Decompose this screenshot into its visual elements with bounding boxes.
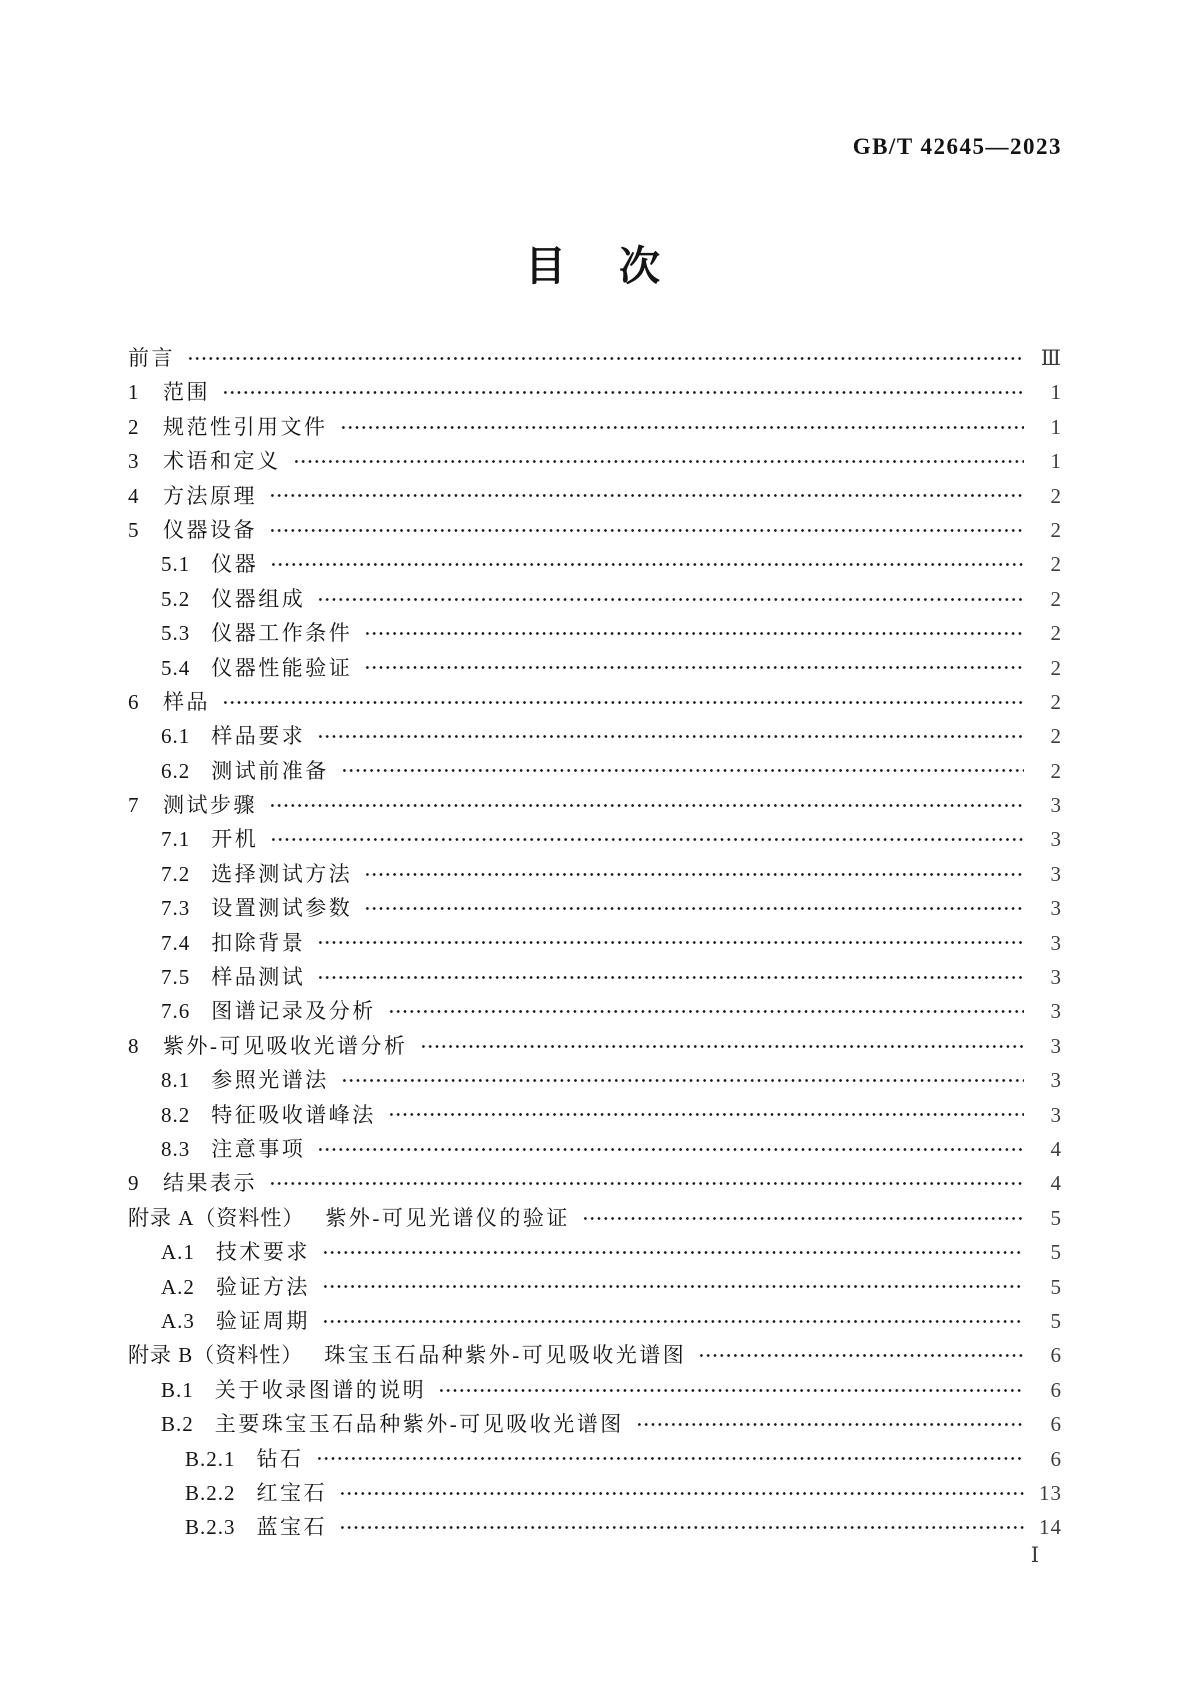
toc-leader-dots (322, 1235, 1024, 1269)
toc-entry-label: 红宝石 (256, 1480, 328, 1505)
toc-entry (128, 788, 1062, 822)
toc-entry-page-number: 1 (1050, 380, 1062, 405)
toc-entry-page-number: 3 (1050, 793, 1062, 818)
toc-entry (128, 857, 1062, 891)
toc-entry (128, 341, 1062, 375)
toc-entry-number: 8.1 (161, 1068, 191, 1093)
toc-entry-page-number: 4 (1050, 1171, 1062, 1196)
toc-entry-label: 样品要求 (211, 724, 306, 749)
toc-leader-dots (317, 719, 1024, 753)
toc-leader-dots (364, 651, 1024, 685)
toc-entry (128, 410, 1062, 444)
toc-leader-dots (364, 891, 1024, 925)
toc-entry-label: 验证周期 (215, 1308, 310, 1333)
toc-entry-page-number: 5 (1050, 1274, 1062, 1299)
toc-entry-page-number: 2 (1050, 517, 1062, 542)
toc-entry (128, 1235, 1062, 1269)
toc-entry-label: 仪器工作条件 (211, 621, 353, 646)
toc-entry (128, 1098, 1062, 1132)
toc-entry-number: 8.3 (161, 1136, 191, 1161)
toc-entry-label: 主要珠宝玉石品种紫外-可见吸收光谱图 (214, 1412, 624, 1437)
toc-entry-page-number: 2 (1050, 689, 1062, 714)
toc-entry-label: 仪器组成 (211, 586, 306, 611)
toc-leader-dots (420, 1029, 1025, 1063)
toc-entry-page-number: 3 (1050, 1033, 1062, 1058)
toc-leader-dots (341, 1063, 1024, 1097)
toc-entry-label: 样品 (163, 689, 210, 714)
toc-entry-number: 4 (128, 483, 140, 508)
page-title: 目 次 (525, 243, 666, 289)
toc-leader-dots (322, 1270, 1024, 1304)
toc-entry (128, 1510, 1062, 1544)
toc-entry (128, 1270, 1062, 1304)
toc-entry-label: 测试前准备 (211, 758, 329, 783)
toc-entry (128, 582, 1062, 616)
toc-entry-page-number: 2 (1050, 483, 1062, 508)
toc-entry-number: B.2.2 (185, 1480, 236, 1505)
toc-entry (128, 891, 1062, 925)
toc-leader-dots (317, 960, 1024, 994)
toc-leader-dots (364, 616, 1024, 650)
toc-entry (128, 685, 1062, 719)
toc-entry-label: 验证方法 (215, 1274, 310, 1299)
toc-entry-page-number: Ⅲ (1040, 346, 1062, 370)
toc-entry-number: B.2 (161, 1412, 194, 1437)
toc-entry-page-number: 2 (1050, 758, 1062, 783)
toc-entry-page-number: 3 (1050, 965, 1062, 990)
toc-entry-page-number: 3 (1050, 1068, 1062, 1093)
toc-entry-page-number: 13 (1039, 1480, 1062, 1505)
toc-entry-label: 紫外-可见吸收光谱分析 (163, 1033, 408, 1058)
toc-leader-dots (364, 857, 1024, 891)
toc-entry (128, 1442, 1062, 1476)
toc-entry (128, 822, 1062, 856)
toc-entry (128, 375, 1062, 409)
toc-leader-dots (187, 341, 1024, 375)
toc-entry-label: 技术要求 (215, 1240, 310, 1265)
toc-entry (128, 994, 1062, 1028)
toc-entry-label: 关于收录图谱的说明 (214, 1377, 427, 1402)
toc-entry (128, 926, 1062, 960)
toc-entry-page-number: 2 (1050, 724, 1062, 749)
toc-entry (128, 1338, 1062, 1372)
toc-entry (128, 1029, 1062, 1063)
page-footer-number: Ⅰ (1030, 1543, 1039, 1567)
toc-entry-page-number: 5 (1050, 1240, 1062, 1265)
toc-entry-number: 5.2 (161, 586, 191, 611)
toc-leader-dots (317, 1132, 1024, 1166)
toc-leader-dots (270, 547, 1024, 581)
toc-leader-dots (438, 1373, 1024, 1407)
toc-entry-number: 7.5 (161, 965, 191, 990)
toc-entry-label: 仪器设备 (163, 517, 257, 542)
toc-entry-number: A.1 (161, 1240, 195, 1265)
toc-entry (128, 616, 1062, 650)
toc-entry-number: 7.4 (161, 930, 191, 955)
toc-leader-dots (388, 994, 1024, 1028)
toc-leader-dots (317, 926, 1024, 960)
toc-entry-number: 附录 B（资料性） (128, 1343, 304, 1368)
toc-entry-number: 附录 A（资料性） (128, 1205, 305, 1230)
toc-entry-label: 方法原理 (163, 483, 257, 508)
toc-entry-label: 测试步骤 (163, 793, 257, 818)
toc-list (128, 341, 1062, 1545)
toc-entry-label: 规范性引用文件 (163, 414, 328, 439)
toc-entry-number: 7.2 (161, 861, 191, 886)
toc-entry-label: 注意事项 (211, 1136, 306, 1161)
toc-entry-number: 6.1 (161, 724, 191, 749)
toc-leader-dots (317, 582, 1024, 616)
toc-entry (128, 754, 1062, 788)
toc-entry-label: 设置测试参数 (211, 896, 353, 921)
toc-leader-dots (388, 1098, 1024, 1132)
toc-entry (128, 651, 1062, 685)
toc-entry-number: 7 (128, 793, 140, 818)
toc-entry-number: B.2.3 (185, 1515, 236, 1540)
toc-entry-page-number: 3 (1050, 1102, 1062, 1127)
toc-entry (128, 1304, 1062, 1338)
toc-entry-page-number: 1 (1050, 449, 1062, 474)
toc-entry-number: B.2.1 (185, 1446, 236, 1471)
toc-leader-dots (269, 788, 1024, 822)
toc-entry-number: 6 (128, 689, 140, 714)
toc-leader-dots (270, 822, 1024, 856)
toc-entry-page-number: 6 (1050, 1377, 1062, 1402)
toc-entry-number: 7.6 (161, 999, 191, 1024)
toc-entry-label: 钻石 (256, 1446, 304, 1471)
toc-leader-dots (293, 444, 1025, 478)
toc-entry-page-number: 3 (1050, 999, 1062, 1024)
toc-entry (128, 960, 1062, 994)
toc-entry-number: A.3 (161, 1308, 195, 1333)
toc-leader-dots (636, 1407, 1024, 1441)
toc-entry-page-number: 2 (1050, 552, 1062, 577)
toc-entry-page-number: 2 (1050, 586, 1062, 611)
toc-leader-dots (582, 1201, 1024, 1235)
toc-entry-page-number: 3 (1050, 930, 1062, 955)
toc-entry-label: 范围 (163, 380, 210, 405)
toc-entry-label: 扣除背景 (211, 930, 306, 955)
toc-entry-number: B.1 (161, 1377, 194, 1402)
toc-entry-number: 2 (128, 414, 140, 439)
toc-entry-label: 紫外-可见光谱仪的验证 (325, 1205, 570, 1230)
toc-entry (128, 513, 1062, 547)
toc-entry (128, 719, 1062, 753)
toc-entry-label: 仪器 (211, 552, 259, 577)
doc-number: GB/T 42645—2023 (852, 134, 1062, 159)
toc-entry-page-number: 6 (1050, 1343, 1062, 1368)
toc-entry-page-number: 3 (1050, 896, 1062, 921)
toc-leader-dots (322, 1304, 1024, 1338)
toc-entry-number: 8 (128, 1033, 140, 1058)
toc-leader-dots (222, 375, 1024, 409)
toc-entry-label: 图谱记录及分析 (211, 999, 376, 1024)
toc-entry (128, 444, 1062, 478)
toc-entry-label: 蓝宝石 (256, 1515, 328, 1540)
toc-entry-page-number: 14 (1039, 1515, 1062, 1540)
toc-entry-page-number: 2 (1050, 655, 1062, 680)
toc-entry-label: 珠宝玉石品种紫外-可见吸收光谱图 (324, 1343, 687, 1368)
toc-leader-dots (316, 1442, 1024, 1476)
toc-leader-dots (698, 1338, 1024, 1372)
toc-entry-number: A.2 (161, 1274, 195, 1299)
toc-entry-number: 1 (128, 380, 140, 405)
toc-entry-label: 特征吸收谱峰法 (211, 1102, 376, 1127)
toc-entry (128, 1407, 1062, 1441)
toc-entry-label: 术语和定义 (163, 449, 281, 474)
toc-leader-dots (339, 1510, 1024, 1544)
toc-entry-label: 样品测试 (211, 965, 306, 990)
toc-entry (128, 1201, 1062, 1235)
toc-entry-number: 9 (128, 1171, 140, 1196)
toc-entry (128, 547, 1062, 581)
toc-leader-dots (269, 479, 1024, 513)
toc-entry-page-number: 2 (1050, 621, 1062, 646)
toc-entry (128, 479, 1062, 513)
toc-entry-label: 选择测试方法 (211, 861, 353, 886)
toc-entry-label: 仪器性能验证 (211, 655, 353, 680)
toc-leader-dots (222, 685, 1024, 719)
toc-leader-dots (269, 1166, 1024, 1200)
toc-entry-page-number: 3 (1050, 827, 1062, 852)
toc-leader-dots (269, 513, 1024, 547)
toc-entry-label: 开机 (211, 827, 259, 852)
toc-leader-dots (340, 410, 1025, 444)
toc-entry-label: 前言 (128, 346, 175, 370)
toc-entry-page-number: 5 (1050, 1205, 1062, 1230)
toc-entry-number: 7.1 (161, 827, 191, 852)
toc-entry-number: 5 (128, 517, 140, 542)
toc-entry-label: 参照光谱法 (211, 1068, 329, 1093)
toc-entry-number: 8.2 (161, 1102, 191, 1127)
toc-entry (128, 1132, 1062, 1166)
toc-entry-number: 7.3 (161, 896, 191, 921)
toc-entry-page-number: 6 (1050, 1412, 1062, 1437)
toc-entry-page-number: 4 (1050, 1136, 1062, 1161)
toc-entry-number: 5.4 (161, 655, 191, 680)
toc-leader-dots (339, 1476, 1024, 1510)
toc-entry-number: 5.1 (161, 552, 191, 577)
toc-leader-dots (341, 754, 1024, 788)
toc-entry-number: 5.3 (161, 621, 191, 646)
toc-entry-page-number: 1 (1050, 414, 1062, 439)
toc-entry (128, 1063, 1062, 1097)
toc-entry (128, 1166, 1062, 1200)
toc-entry-number: 6.2 (161, 758, 191, 783)
toc-entry-page-number: 5 (1050, 1308, 1062, 1333)
toc-entry-page-number: 6 (1050, 1446, 1062, 1471)
toc-entry-page-number: 3 (1050, 861, 1062, 886)
toc-entry (128, 1373, 1062, 1407)
toc-entry-label: 结果表示 (163, 1171, 257, 1196)
toc-entry (128, 1476, 1062, 1510)
toc-entry-number: 3 (128, 449, 140, 474)
